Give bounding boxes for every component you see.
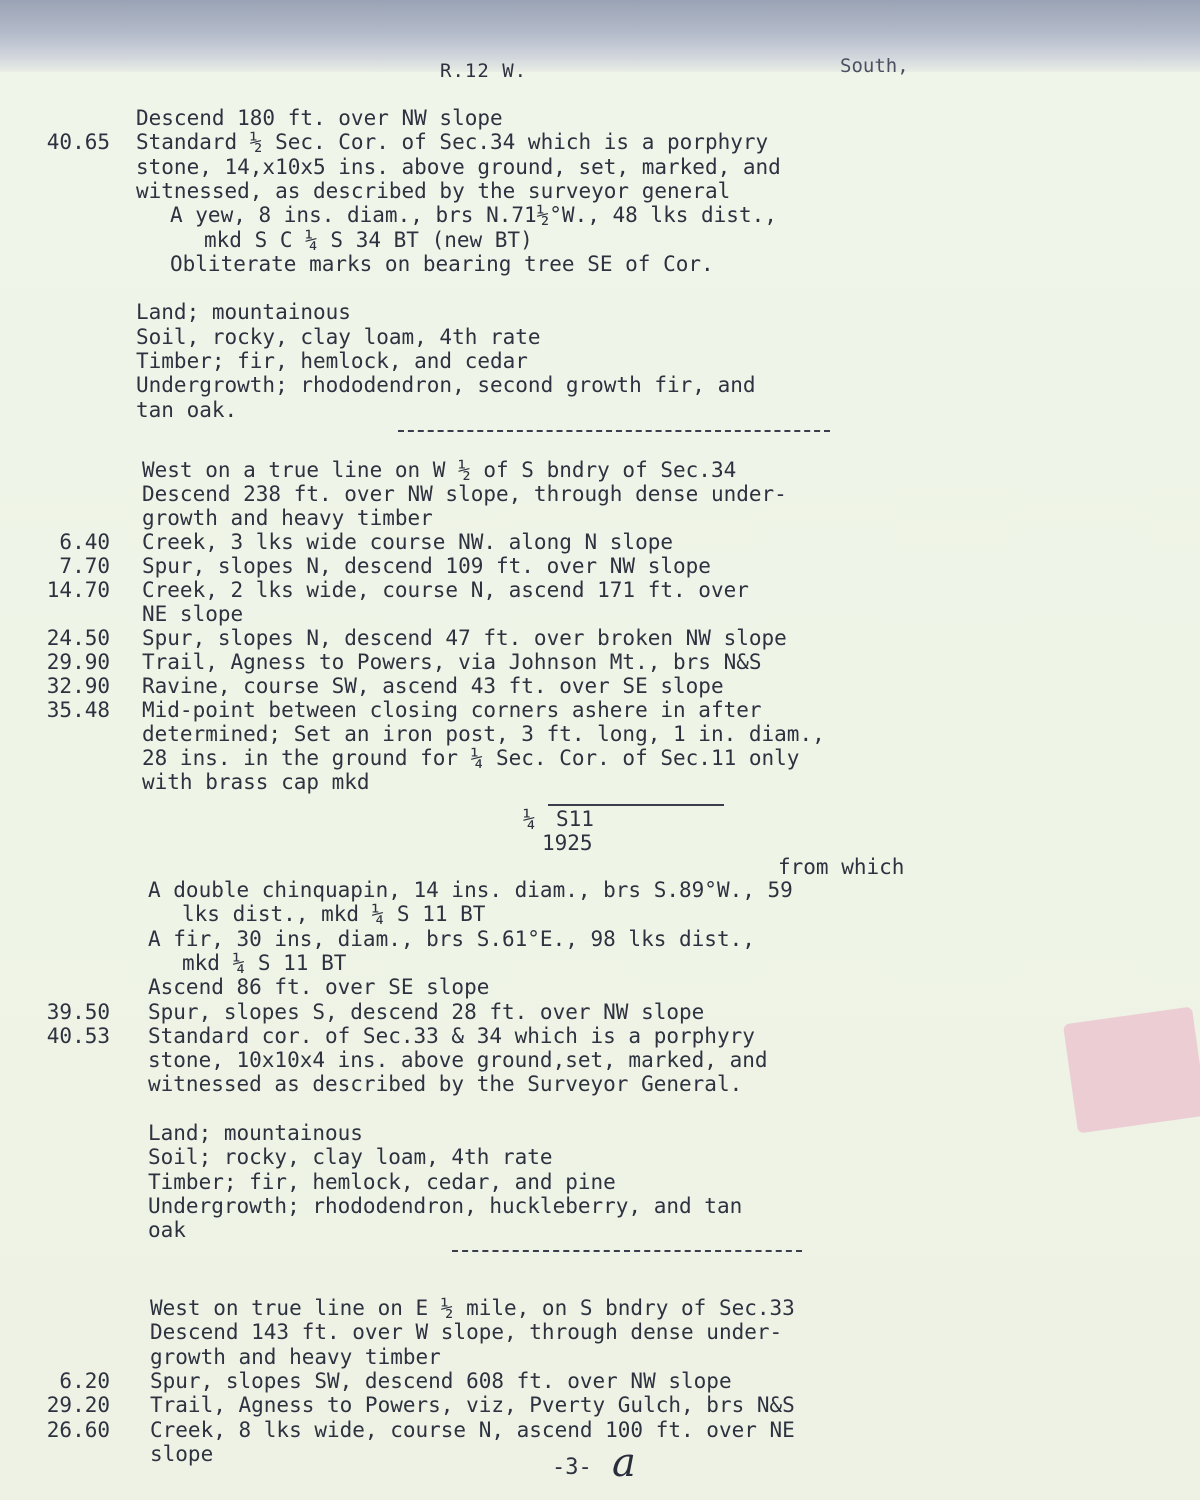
text-line	[0, 179, 1200, 204]
chainage-number: 39.50	[46, 999, 110, 1024]
text-line	[0, 1369, 1200, 1394]
line-text: Standard ½ Sec. Cor. of Sec.34 which is a porphyry	[136, 130, 769, 155]
text-line	[0, 722, 1200, 747]
line-text: witnessed as described by the Surveyor General.	[148, 1072, 743, 1097]
chainage-number: 32.90	[46, 674, 110, 698]
line-text: Ravine, course SW, ascend 43 ft. over SE slope	[142, 674, 724, 698]
text-line	[0, 1072, 1200, 1097]
text-line	[0, 1296, 1200, 1321]
text-line	[0, 506, 1200, 531]
text-line	[0, 458, 1200, 483]
line-text: growth and heavy timber	[150, 1344, 441, 1369]
line-text: A fir, 30 ins, diam., brs S.61°E., 98 lks dist.,	[148, 926, 755, 951]
header-fragment: South,	[840, 55, 909, 77]
line-text: Creek, 8 lks wide, course N, ascend 100 ft. over NE	[150, 1417, 795, 1442]
scan-shadow-band	[0, 0, 1200, 72]
line-text: NE slope	[142, 602, 244, 626]
line-text: Ascend 86 ft. over SE slope	[148, 975, 490, 1000]
text-line	[0, 228, 1200, 253]
line-text: Spur, slopes N, descend 47 ft. over broken NW slope	[142, 626, 787, 650]
text-line	[0, 951, 1200, 976]
line-text: mkd S C ¼ S 34 BT (new BT)	[204, 227, 533, 252]
text-line	[0, 252, 1200, 277]
text-line	[0, 1320, 1200, 1345]
line-text: Undergrowth; rhododendron, second growth fir, and	[136, 373, 756, 398]
text-line	[0, 373, 1200, 398]
line-text: Land; mountainous	[136, 300, 351, 325]
text-line	[0, 1194, 1200, 1219]
chainage-number: 40.53	[46, 1023, 110, 1048]
text-line	[0, 1442, 1200, 1467]
chainage-number: 40.65	[46, 130, 110, 155]
text-line	[0, 878, 1200, 903]
cap-top-line	[548, 804, 724, 806]
chainage-number: 29.20	[46, 1393, 110, 1418]
text-line	[0, 770, 1200, 795]
text-line	[0, 554, 1200, 579]
text-line	[0, 482, 1200, 507]
text-line	[0, 203, 1200, 228]
chainage-number: 14.70	[46, 578, 110, 602]
text-line	[0, 300, 1200, 325]
line-text: Soil, rocky, clay loam, 4th rate	[136, 324, 541, 349]
line-text: Descend 180 ft. over NW slope	[136, 106, 503, 130]
line-text: tan oak.	[136, 397, 238, 422]
line-text: determined; Set an iron post, 3 ft. long, 1 in. diam.,	[142, 722, 825, 746]
line-text: Spur, slopes N, descend 109 ft. over NW slope	[142, 554, 711, 578]
text-line	[0, 1345, 1200, 1370]
chainage-number: 26.60	[46, 1417, 110, 1442]
line-text: Descend 143 ft. over W slope, through dense under-	[150, 1320, 783, 1345]
chainage-number: 6.40	[59, 530, 110, 554]
section-divider-1	[398, 430, 830, 432]
line-text: Obliterate marks on bearing tree SE of Cor.	[170, 251, 714, 276]
line-text: mkd ¼ S 11 BT	[182, 950, 347, 975]
section-divider-2	[452, 1250, 802, 1252]
text-line	[0, 1097, 1200, 1122]
text-line	[0, 1000, 1200, 1025]
text-line	[0, 1418, 1200, 1443]
text-line	[0, 1393, 1200, 1418]
line-text: 28 ins. in the ground for ¼ Sec. Cor. of Sec.11 only	[142, 746, 800, 770]
line-text: Soil; rocky, clay loam, 4th rate	[148, 1145, 553, 1170]
chainage-number: 24.50	[46, 626, 110, 650]
text-line	[0, 1145, 1200, 1170]
text-line	[0, 1121, 1200, 1146]
text-line	[0, 927, 1200, 952]
line-text: Timber; fir, hemlock, cedar, and pine	[148, 1169, 616, 1194]
text-line	[0, 106, 1200, 131]
text-line	[0, 698, 1200, 723]
text-line	[0, 1024, 1200, 1049]
text-line	[0, 902, 1200, 927]
line-text: lks dist., mkd ¼ S 11 BT	[182, 902, 486, 927]
handwritten-page-suffix: a	[612, 1440, 636, 1486]
text-line	[0, 602, 1200, 627]
text-line	[0, 276, 1200, 301]
line-text: A double chinquapin, 14 ins. diam., brs S.89°W., 59	[148, 878, 793, 902]
line-text: Standard cor. of Sec.33 & 34 which is a porphyry	[148, 1023, 755, 1048]
line-text: witnessed, as described by the surveyor general	[136, 178, 731, 203]
page-number: -3-	[552, 1455, 592, 1480]
text-line	[0, 130, 1200, 155]
line-text: Land; mountainous	[148, 1121, 363, 1145]
line-text: Creek, 2 lks wide, course N, ascend 171 ft. over	[142, 578, 749, 602]
chainage-number: 29.90	[46, 650, 110, 674]
line-text: Creek, 3 lks wide course NW. along N slope	[142, 530, 674, 554]
cap-fraction: ¼	[523, 807, 536, 831]
cap-year: 1925	[542, 831, 593, 855]
text-line	[0, 349, 1200, 374]
line-text: oak	[148, 1218, 186, 1243]
line-text: A yew, 8 ins. diam., brs N.71½°W., 48 lks dist.,	[170, 203, 777, 228]
line-text: Spur, slopes SW, descend 608 ft. over NW slope	[150, 1368, 732, 1393]
line-text: Timber; fir, hemlock, and cedar	[136, 349, 528, 373]
text-line	[0, 155, 1200, 180]
text-line	[0, 1048, 1200, 1073]
text-line	[0, 975, 1200, 1000]
cap-section: S11	[556, 807, 594, 831]
text-line	[0, 530, 1200, 555]
from-which-text: from which	[778, 855, 905, 879]
text-line	[0, 1218, 1200, 1243]
line-text: Descend 238 ft. over NW slope, through dense under-	[142, 482, 787, 506]
chainage-number: 6.20	[59, 1368, 110, 1393]
line-text: Trail, Agness to Powers, viz, Pverty Gulch, brs N&S	[150, 1393, 795, 1418]
line-text: Undergrowth; rhododendron, huckleberry, and tan	[148, 1193, 743, 1218]
range-heading: R.12 W.	[440, 60, 528, 82]
text-line	[0, 626, 1200, 651]
chainage-number: 7.70	[59, 554, 110, 578]
text-line	[0, 746, 1200, 771]
line-text: West on a true line on W ½ of S bndry of Sec.34	[142, 458, 737, 482]
line-text: Mid-point between closing corners ashere in after	[142, 698, 762, 722]
pink-smudge	[1063, 1006, 1200, 1133]
line-text: stone, 10x10x4 ins. above ground,set, marked, and	[148, 1048, 768, 1073]
line-text: Spur, slopes S, descend 28 ft. over NW slope	[148, 999, 705, 1024]
line-text: slope	[150, 1441, 214, 1466]
chainage-number: 35.48	[46, 698, 110, 722]
line-text: with brass cap mkd	[142, 770, 370, 794]
text-line	[0, 325, 1200, 350]
line-text: growth and heavy timber	[142, 506, 433, 530]
line-text: stone, 14,x10x5 ins. above ground, set, marked, and	[136, 154, 781, 179]
text-line	[0, 398, 1200, 423]
text-line	[0, 578, 1200, 603]
text-line	[0, 674, 1200, 699]
line-text: Trail, Agness to Powers, via Johnson Mt., brs N&S	[142, 650, 762, 674]
text-line	[0, 1170, 1200, 1195]
text-line	[0, 650, 1200, 675]
line-text: West on true line on E ½ mile, on S bndry of Sec.33	[150, 1296, 795, 1320]
